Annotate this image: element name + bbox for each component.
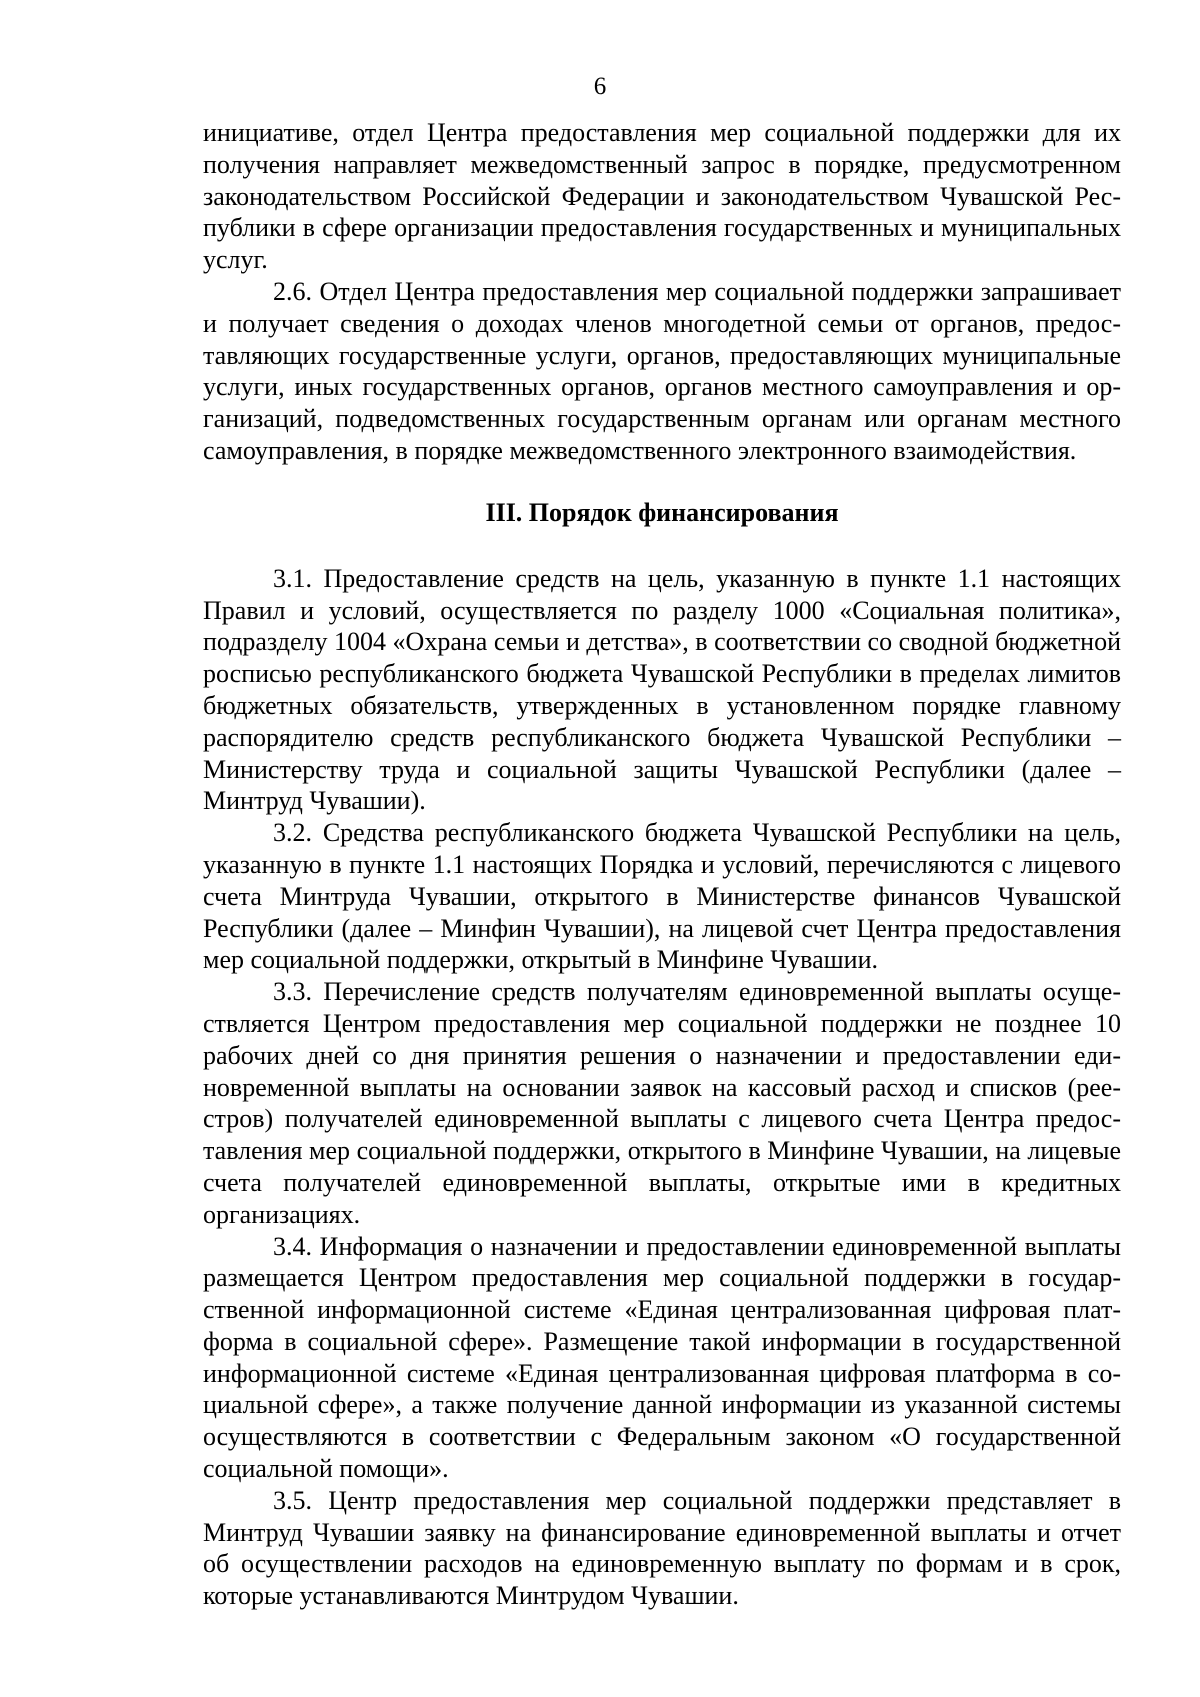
paragraph-3-4: 3.4. Информация о назначении и предоставлении единовременной выплаты размещается Центром предоставления мер социальной поддержки в государственной информационной системе «Единая централизованная цифровая платформа в социальной сфере». Размещение такой информации в государственной информационной системе «Единая централизованная цифровая платформа в социальной сфере», а также получение данной информации из указанной системы осуществляются в соответствии с Федеральным законом «О государственной социальной помощи». [203,1231,1121,1484]
document-body [203,117,1121,1612]
paragraph-3-5: 3.5. Центр предоставления мер социальной поддержки представляет в Минтруд Чувашии заявку на финансирование единовременной выплаты и отчет об осуществлении расходов на единовременную выплату по формам и в срок, которые устанавливаются Минтрудом Чувашии. [203,1485,1121,1611]
paragraph-3-2: 3.2. Средства республиканского бюджета Чувашской Республики на цель, указанную в пункте 1.1 настоящих Порядка и условий, перечисляются с лицевого счета Минтруда Чувашии, открытого в Министерстве финансов Чувашской Республики (далее – Минфин Чувашии), на лицевой счет Центра предоставления мер социальной поддержки, открытый в Минфине Чувашии. [203,818,1121,975]
section-heading: III. Порядок финансирования [485,497,839,527]
page-number: 6 [593,73,607,100]
paragraph-2-6: 2.6. Отдел Центра предоставления мер социальной поддержки запрашивает и получает сведения о доходах членов многодетной семьи от органов, предоставляющих государственные услуги, органов, предоставляющих муниципальные услуги, иных государственных органов, органов местного самоуправления и организаций, подведомственных государственным органам или органам местного самоуправления, в порядке межведомственного электронного взаимодействия. [203,276,1121,465]
paragraph-continuation: инициативе, отдел Центра предоставления мер социальной поддержки для их получения направляет межведомственный запрос в порядке, предусмотренном законодательством Российской Федерации и законодательством Чувашской Республики в сфере организации предоставления государственных и муниципальных услуг. [203,118,1121,275]
paragraph-3-3: 3.3. Перечисление средств получателям единовременной выплаты осуществляется Центром предоставления мер социальной поддержки не позднее 10 рабочих дней со дня принятия решения о назначении и предоставлении единовременной выплаты на основании заявок на кассовый расход и списков (реестров) получателей единовременной выплаты с лицевого счета Центра предоставления мер социальной поддержки, открытого в Минфине Чувашии, на лицевые счета получателей единовременной выплаты, открытые ими в кредитных организациях. [203,977,1121,1229]
paragraph-3-1: 3.1. Предоставление средств на цель, указанную в пункте 1.1 настоящих Правил и условий, осуществляется по разделу 1000 «Социальная политика», подразделу 1004 «Охрана семьи и детства», в соответствии со сводной бюджетной росписью республиканского бюджета Чувашской Республики в пределах лимитов бюджетных обязательств, утвержденных в установленном порядке главному распорядителю средств республиканского бюджета Чувашской Республики – Министерству труда и социальной защиты Чувашской Республики (далее – Минтруд Чувашии). [203,563,1121,816]
